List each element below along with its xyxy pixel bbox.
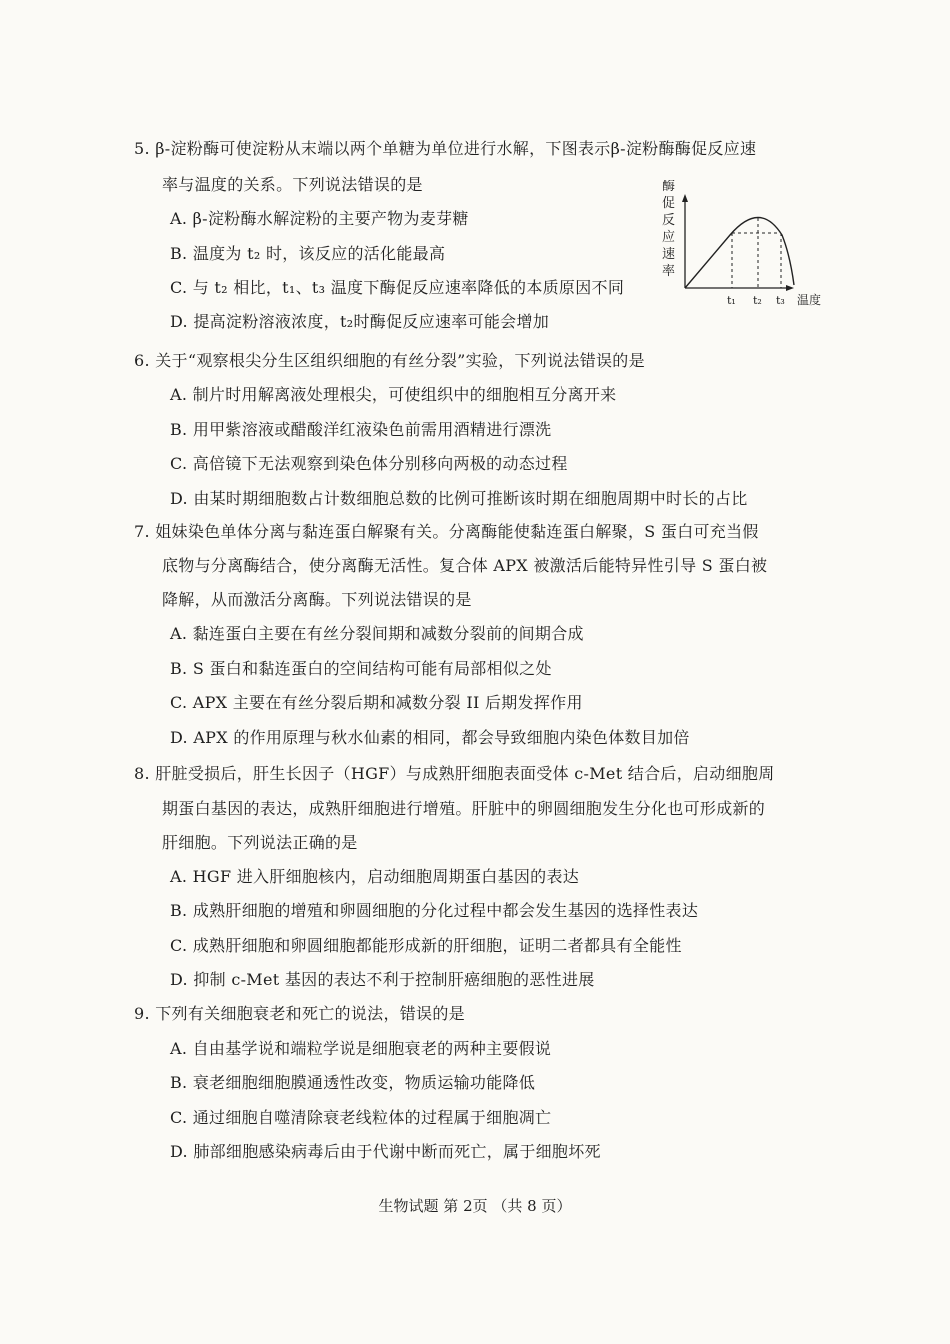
- q8-option-b: B. 成熟肝细胞的增殖和卵圆细胞的分化过程中都会发生基因的选择性表达: [170, 901, 699, 920]
- q5-stem-line1: 5. β-淀粉酶可使淀粉从末端以两个单糖为单位进行水解，下图表示β-淀粉酶酶促反应速: [134, 139, 757, 158]
- figure-y-arrow: [682, 194, 688, 202]
- figure-ylabel-char-3: 反: [662, 213, 676, 228]
- q5-option-c: C. 与 t₂ 相比，t₁、t₃ 温度下酶促反应速率降低的本质原因不同: [170, 278, 625, 297]
- q9-option-b: B. 衰老细胞细胞膜通透性改变，物质运输功能降低: [170, 1073, 536, 1092]
- q8-stem-line2: 期蛋白基因的表达，成熟肝细胞进行增殖。肝脏中的卵圆细胞发生分化也可形成新的: [162, 799, 766, 818]
- q7-option-d: D. APX 的作用原理与秋水仙素的相同，都会导致细胞内染色体数目加倍: [170, 728, 690, 747]
- q9-option-d: D. 肺部细胞感染病毒后由于代谢中断而死亡，属于细胞坏死: [170, 1142, 601, 1161]
- figure-ylabel-char-2: 促: [662, 196, 676, 211]
- figure-x-arrow: [786, 285, 794, 291]
- q6-option-c: C. 高倍镜下无法观察到染色体分别移向两极的动态过程: [170, 454, 568, 473]
- figure-xlabel: 温度: [797, 293, 822, 307]
- figure-ylabel-char-6: 率: [662, 264, 676, 279]
- q5-option-b: B. 温度为 t₂ 时，该反应的活化能最高: [170, 244, 446, 263]
- q7-stem-line3: 降解，从而激活分离酶。下列说法错误的是: [162, 590, 472, 609]
- q9-option-c: C. 通过细胞自噬清除衰老线粒体的过程属于细胞凋亡: [170, 1108, 552, 1127]
- q5-option-d: D. 提高淀粉溶液浓度，t₂时酶促反应速率可能会增加: [170, 312, 550, 331]
- q7-option-a: A. 黏连蛋白主要在有丝分裂间期和减数分裂前的间期合成: [170, 624, 584, 643]
- q8-option-a: A. HGF 进入肝细胞核内，启动细胞周期蛋白基因的表达: [170, 867, 580, 886]
- q6-option-b: B. 用甲紫溶液或醋酸洋红液染色前需用酒精进行漂洗: [170, 420, 552, 439]
- q7-stem-line1: 7. 姐妹染色单体分离与黏连蛋白解聚有关。分离酶能使黏连蛋白解聚，S 蛋白可充当假: [134, 522, 759, 541]
- q5-option-a: A. β-淀粉酶水解淀粉的主要产物为麦芽糖: [170, 209, 469, 228]
- figure-ylabel-char-5: 速: [662, 247, 676, 262]
- figure-rate-curve: [685, 218, 794, 289]
- q6-option-d: D. 由某时期细胞数占计数细胞总数的比例可推断该时期在细胞周期中时长的占比: [170, 489, 748, 508]
- q8-option-d: D. 抑制 c-Met 基因的表达不利于控制肝癌细胞的恶性进展: [170, 970, 595, 989]
- q7-stem-line2: 底物与分离酶结合，使分离酶无活性。复合体 APX 被激活后能特异性引导 S 蛋白被: [162, 556, 768, 575]
- q8-stem-line1: 8. 肝脏受损后，肝生长因子（HGF）与成熟肝细胞表面受体 c-Met 结合后，启动细胞周: [134, 764, 775, 783]
- figure-ylabel-char-1: 酶: [662, 180, 676, 194]
- figure-tick-t3: t₃: [776, 294, 785, 307]
- figure-tick-t1: t₁: [727, 294, 736, 307]
- enzyme-temperature-figure: [660, 180, 840, 310]
- q7-option-b: B. S 蛋白和黏连蛋白的空间结构可能有局部相似之处: [170, 659, 552, 678]
- q6-stem: 6. 关于“观察根尖分生区组织细胞的有丝分裂”实验，下列说法错误的是: [134, 351, 645, 370]
- q8-stem-line3: 肝细胞。下列说法正确的是: [162, 833, 358, 852]
- page-footer: 生物试题 第 2页 （共 8 页）: [378, 1197, 572, 1215]
- q9-stem: 9. 下列有关细胞衰老和死亡的说法，错误的是: [134, 1004, 465, 1023]
- figure-tick-t2: t₂: [753, 294, 762, 307]
- q7-option-c: C. APX 主要在有丝分裂后期和减数分裂 II 后期发挥作用: [170, 693, 583, 712]
- q8-option-c: C. 成熟肝细胞和卵圆细胞都能形成新的肝细胞，证明二者都具有全能性: [170, 936, 682, 955]
- q5-stem-line2: 率与温度的关系。下列说法错误的是: [162, 175, 423, 194]
- q6-option-a: A. 制片时用解离液处理根尖，可使组织中的细胞相互分离开来: [170, 385, 617, 404]
- figure-ylabel-char-4: 应: [662, 230, 676, 245]
- q9-option-a: A. 自由基学说和端粒学说是细胞衰老的两种主要假说: [170, 1039, 552, 1058]
